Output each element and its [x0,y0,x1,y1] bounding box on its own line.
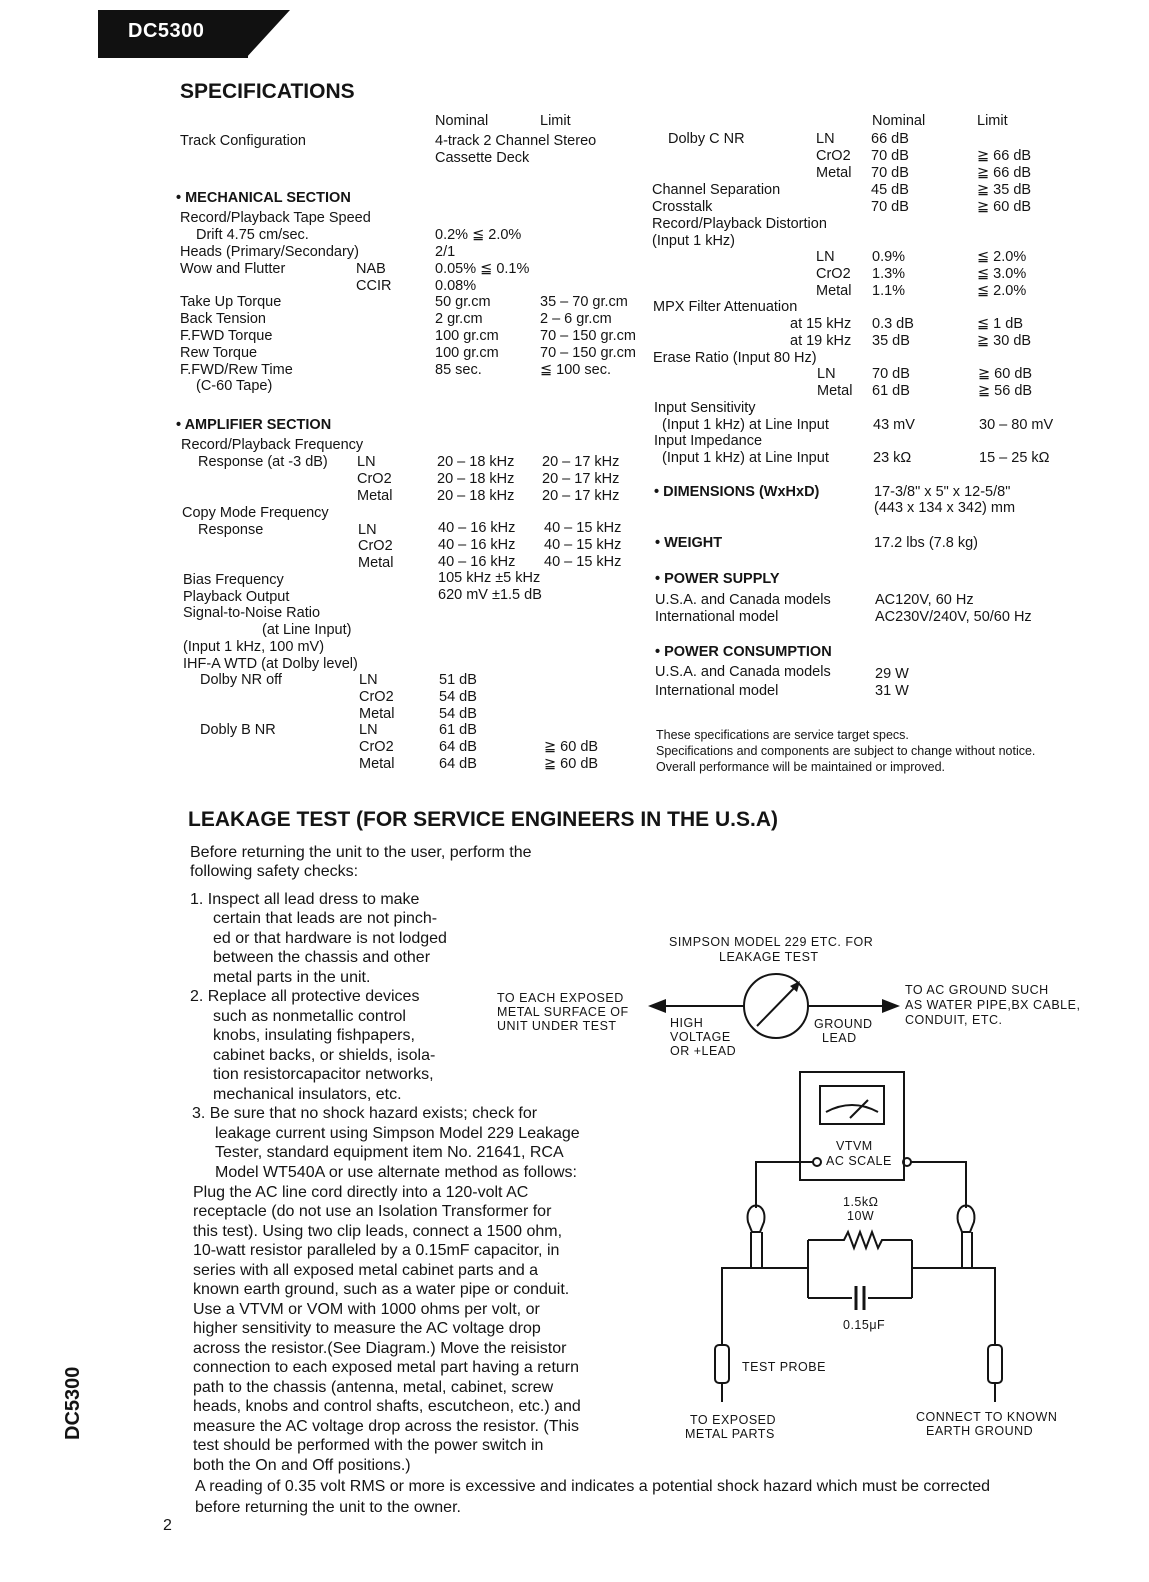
diagram-each-exposed-1: TO EACH EXPOSED [497,991,624,1005]
freq-value-ln: 20 – 18 kHz [437,454,515,470]
dist-limit-cro2: ≦ 3.0% [977,266,1027,282]
diagram-connect-earth-2: EARTH GROUND [926,1424,1034,1438]
vtvm-meter-needle [850,1100,868,1118]
diagram-to-exposed-1: TO EXPOSED [690,1413,777,1427]
back-tension-limit: 2 – 6 gr.cm [540,311,612,327]
track-config-label: Track Configuration [180,133,306,149]
col-header-nominal: Nominal [435,113,489,129]
ffwd-torque-value: 100 gr.cm [435,328,499,344]
body-line-3: this test). Using two clip leads, connect a 1500 ohm, [193,1223,563,1240]
reading-line-1: A reading of 0.35 volt RMS or more is excessive and indicates a potential shock hazard which must be corrected [195,1478,991,1495]
dolby-c-tape-metal: Metal [816,165,852,181]
diagram-connect-earth-1: CONNECT TO KNOWN [916,1410,1058,1424]
diagram-high-voltage-3: OR +LEAD [670,1044,737,1058]
vtvm-left-wire [756,1162,813,1208]
sensitivity-value: 43 mV [873,417,915,433]
item1-line-4: between the chassis and other [213,949,431,966]
earth-wire [912,1268,995,1345]
erase-metal-limit: ≧ 56 dB [978,383,1033,399]
back-tension-value: 2 gr.cm [435,311,483,327]
copy-tape-ln: LN [358,522,377,538]
body-line-13: measure the AC voltage drop across the resistor. (This [193,1418,579,1435]
copy-value-ln: 40 – 16 kHz [438,520,516,536]
body-line-12: heads, knobs and control shafts, escutcheon, etc.) and [193,1398,581,1415]
dolby-c-value-cro2: 70 dB [871,148,909,164]
item2-line-4: cabinet backs, or shields, isola- [213,1047,436,1064]
mpx-15-label: at 15 kHz [790,316,852,332]
body-line-7: Use a VTVM or VOM with 1000 ohms per volt, or [193,1301,540,1318]
rew-torque-label: Rew Torque [180,345,258,361]
probe-wire [722,1268,808,1345]
crosstalk-limit: ≧ 60 dB [977,199,1032,215]
item3-line-3: Tester, standard equipment item No. 21641, RCA [215,1144,564,1161]
erase-label: Erase Ratio (Input 80 Hz) [653,350,817,366]
nr-off-label: Dolby NR off [200,672,282,688]
dimensions-value: 17-3/8" x 5" x 12-5/8" [874,484,1011,500]
test-probe-body [715,1345,729,1383]
dolby-c-tape-cro2: CrO2 [816,148,851,164]
body-line-15: both the On and Off positions.) [193,1457,411,1474]
right-clip [958,1206,975,1233]
power-us-label: U.S.A. and Canada models [655,592,831,608]
freq-limit-cro2: 20 – 17 kHz [542,471,620,487]
diagram-high-voltage-2: VOLTAGE [670,1030,731,1044]
item2-line-2: such as nonmetallic control [213,1008,406,1025]
wow-nab-value: 0.05% ≦ 0.1% [435,261,530,277]
takeup-value: 50 gr.cm [435,294,491,310]
takeup-limit: 35 – 70 gr.cm [540,294,628,310]
power-us-value: AC120V, 60 Hz [875,592,974,608]
diagram-simpson-label: SIMPSON MODEL 229 ETC. FOR [669,935,874,949]
impedance-label: Input Impedance [654,433,763,449]
copy-tape-cro2: CrO2 [358,538,393,554]
amplifier-heading: • AMPLIFIER SECTION [176,417,332,433]
takeup-label: Take Up Torque [180,294,282,310]
impedance-limit: 15 – 25 kΩ [979,450,1050,466]
meter-needle [757,986,796,1026]
item3-line-2: leakage current using Simpson Model 229 Leakage [215,1125,580,1142]
ffwd-torque-limit: 70 – 150 gr.cm [540,328,636,344]
nr-off-value-ln: 51 dB [439,672,477,688]
power-intl-label: International model [655,609,779,625]
consumption-intl-value: 31 W [875,683,909,699]
freq-label: Record/Playback Frequency [181,437,364,453]
earth-probe-body [988,1345,1002,1383]
dolby-c-limit-cro2: ≧ 66 dB [977,148,1032,164]
body-line-14: test should be performed with the power switch in [193,1437,544,1454]
dist-limit-ln: ≦ 2.0% [977,249,1027,265]
copy-value-cro2: 40 – 16 kHz [438,537,516,553]
diagram-ac-ground-3: CONDUIT, ETC. [905,1013,1003,1027]
dist-value-ln: 0.9% [872,249,906,265]
diagram-to-exposed-2: METAL PARTS [685,1427,775,1441]
diagram-test-probe-label: TEST PROBE [742,1360,826,1374]
copy-label: Copy Mode Frequency [182,505,329,521]
resistor-symbol [808,1232,912,1248]
wow-ccir-value: 0.08% [435,278,477,294]
snr-label-2: (at Line Input) [262,622,352,638]
heads-value: 2/1 [435,244,456,260]
wow-nab: NAB [356,261,386,277]
separation-label: Channel Separation [652,182,781,198]
mpx-15-value: 0.3 dB [872,316,914,332]
ffwd-time-limit: ≦ 100 sec. [540,362,611,378]
col-header-limit: Limit [540,113,571,129]
power-consumption-heading: • POWER CONSUMPTION [655,644,832,660]
wow-ccir: CCIR [356,278,392,294]
body-line-4: 10-watt resistor paralleled by a 0.15mF capacitor, in [193,1242,560,1259]
leakage-intro-2: following safety checks: [190,863,359,880]
b-nr-label: Dobly B NR [200,722,276,738]
sensitivity-label: Input Sensitivity [654,400,756,416]
b-nr-value-ln: 61 dB [439,722,477,738]
power-supply-heading: • POWER SUPPLY [655,571,780,587]
dimensions-value-mm: (443 x 134 x 342) mm [874,500,1016,516]
rew-torque-value: 100 gr.cm [435,345,499,361]
item1-line-2: certain that leads are not pinch- [213,910,438,927]
dolby-c-label: Dolby C NR [668,131,745,147]
dist-tape-cro2: CrO2 [816,266,851,282]
spec-note-1: These specifications are service target specs. [656,728,909,742]
item2-line-1: 2. Replace all protective devices [190,988,420,1005]
body-line-1: Plug the AC line cord directly into a 120-volt AC [193,1184,529,1201]
snr-label: Signal-to-Noise Ratio [183,605,321,621]
body-line-9: across the resistor.(See Diagram.) Move the reisistor [193,1340,567,1357]
erase-ln-value: 70 dB [872,366,910,382]
erase-metal-value: 61 dB [872,383,910,399]
b-nr-limit-metal: ≧ 60 dB [544,756,599,772]
tape-metal: Metal [357,488,393,504]
dist-tape-metal: Metal [816,283,852,299]
right-col-header-limit: Limit [977,113,1008,129]
item3-line-4: Model WT540A or use alternate method as follows: [215,1164,577,1181]
dist-value-metal: 1.1% [872,283,906,299]
dimensions-heading: • DIMENSIONS (WxHxD) [654,484,820,500]
freq-limit-metal: 20 – 17 kHz [542,488,620,504]
track-config-value2: Cassette Deck [435,150,530,166]
diagram-resistor-value: 1.5kΩ [843,1195,879,1209]
consumption-us-value: 29 W [875,666,909,682]
item3-line-1: 3. Be sure that no shock hazard exists; check for [192,1105,538,1122]
b-nr-tape-ln: LN [359,722,378,738]
mpx-19-value: 35 dB [872,333,910,349]
weight-value: 17.2 lbs (7.8 kg) [874,535,978,551]
item1-line-3: ed or that hardware is not lodged [213,930,447,947]
body-line-11: path to the chassis (antenna, metal, cabinet, screw [193,1379,554,1396]
copy-limit-cro2: 40 – 15 kHz [544,537,622,553]
leakage-test-title: LEAKAGE TEST (FOR SERVICE ENGINEERS IN THE U.S.A) [188,808,779,831]
freq-limit-ln: 20 – 17 kHz [542,454,620,470]
impedance-value: 23 kΩ [873,450,912,466]
nr-off-tape-metal: Metal [359,706,395,722]
sensitivity-limit: 30 – 80 mV [979,417,1054,433]
right-arrow-head [882,999,900,1013]
item2-line-6: mechanical insulators, etc. [213,1086,402,1103]
diagram-each-exposed-3: UNIT UNDER TEST [497,1019,617,1033]
ffwd-time-value: 85 sec. [435,362,482,378]
reading-line-2: before returning the unit to the owner. [195,1499,461,1516]
diagram-ground-lead-1: GROUND [814,1017,873,1031]
mpx-19-limit: ≧ 30 dB [977,333,1032,349]
playback-label: Playback Output [183,589,290,605]
tape-speed-label-2: Drift 4.75 cm/sec. [196,227,309,243]
crosstalk-label: Crosstalk [652,199,713,215]
copy-tape-metal: Metal [358,555,394,571]
diagram-ac-scale-label: AC SCALE [826,1154,892,1168]
separation-value: 45 dB [871,182,909,198]
body-line-6: known earth ground, such as a water pipe or conduit. [193,1281,570,1298]
bias-label: Bias Frequency [183,572,284,588]
dist-value-cro2: 1.3% [872,266,906,282]
separation-limit: ≧ 35 dB [977,182,1032,198]
bias-value: 105 kHz ±5 kHz [438,570,541,586]
right-col-header-nominal: Nominal [872,113,926,129]
vtvm-scale-arc [826,1105,878,1112]
dolby-c-value-metal: 70 dB [871,165,909,181]
nr-off-tape-cro2: CrO2 [359,689,394,705]
tape-ln: LN [357,454,376,470]
diagram-capacitor-value: 0.15μF [843,1318,886,1332]
dolby-c-value-ln: 66 dB [871,131,909,147]
item2-line-5: tion resistorcapacitor networks, [213,1066,434,1083]
item2-line-3: knobs, insulating fishpapers, [213,1027,415,1044]
body-line-2: receptacle (do not use an Isolation Transformer for [193,1203,552,1220]
erase-ln-limit: ≧ 60 dB [978,366,1033,382]
mpx-19-label: at 19 kHz [790,333,852,349]
diagram-ground-lead-2: LEAD [822,1031,857,1045]
diagram-resistor-watt: 10W [847,1209,875,1223]
diagram-ac-ground-2: AS WATER PIPE,BX CABLE, [905,998,1081,1012]
impedance-label-2: (Input 1 kHz) at Line Input [662,450,829,466]
body-line-8: higher sensitivity to measure the AC voltage drop [193,1320,541,1337]
diagram-ac-ground-1: TO AC GROUND SUCH [905,983,1049,997]
dist-limit-metal: ≦ 2.0% [977,283,1027,299]
body-line-5: series with all exposed metal cabinet parts and a [193,1262,539,1279]
tape-cro2: CrO2 [357,471,392,487]
mechanical-heading: • MECHANICAL SECTION [176,190,351,206]
copy-value-metal: 40 – 16 kHz [438,554,516,570]
vtvm-left-terminal [813,1158,821,1166]
snr-label-4: IHF-A WTD (at Dolby level) [183,656,358,672]
tape-speed-label: Record/Playback Tape Speed [180,210,371,226]
playback-value: 620 mV ±1.5 dB [438,587,542,603]
item1-line-5: metal parts in the unit. [213,969,371,986]
diagram-simpson-label-2: LEAKAGE TEST [719,950,819,964]
power-intl-value: AC230V/240V, 50/60 Hz [875,609,1032,625]
distortion-label-2: (Input 1 kHz) [652,233,735,249]
copy-limit-metal: 40 – 15 kHz [544,554,622,570]
page-number: 2 [163,1517,172,1534]
crosstalk-value: 70 dB [871,199,909,215]
freq-value-cro2: 20 – 18 kHz [437,471,515,487]
dist-tape-ln: LN [816,249,835,265]
nr-off-value-cro2: 54 dB [439,689,477,705]
freq-value-metal: 20 – 18 kHz [437,488,515,504]
dolby-c-tape-ln: LN [816,131,835,147]
spec-note-3: Overall performance will be maintained or improved. [656,760,946,774]
diagram-each-exposed-2: METAL SURFACE OF [497,1005,629,1019]
erase-metal-label: Metal [817,383,853,399]
nr-off-tape-ln: LN [359,672,378,688]
weight-heading: • WEIGHT [655,535,723,551]
b-nr-tape-cro2: CrO2 [359,739,394,755]
b-nr-value-metal: 64 dB [439,756,477,772]
leakage-intro-1: Before returning the unit to the user, perform the [190,844,532,861]
sensitivity-label-2: (Input 1 kHz) at Line Input [662,417,829,433]
distortion-label: Record/Playback Distortion [652,216,827,232]
freq-label-2: Response (at -3 dB) [198,454,328,470]
dolby-c-limit-metal: ≧ 66 dB [977,165,1032,181]
b-nr-tape-metal: Metal [359,756,395,772]
back-tension-label: Back Tension [180,311,266,327]
mpx-label: MPX Filter Attenuation [653,299,798,315]
nr-off-value-metal: 54 dB [439,706,477,722]
rew-torque-limit: 70 – 150 gr.cm [540,345,636,361]
consumption-us-label: U.S.A. and Canada models [655,664,831,680]
ffwd-torque-label: F.FWD Torque [180,328,273,344]
consumption-intl-label: International model [655,683,779,699]
vtvm-right-wire [911,1162,966,1208]
side-model-label: DC5300 [62,1366,84,1440]
copy-limit-ln: 40 – 15 kHz [544,520,622,536]
wow-label: Wow and Flutter [180,261,286,277]
diagram-vtvm-label: VTVM [836,1139,873,1153]
ffwd-time-label: F.FWD/Rew Time [180,362,293,378]
mpx-15-limit: ≦ 1 dB [977,316,1024,332]
diagram-high-voltage-1: HIGH [670,1016,704,1030]
snr-label-3: (Input 1 kHz, 100 mV) [183,639,325,655]
tape-speed-value: 0.2% ≦ 2.0% [435,227,522,243]
left-arrow-head [648,999,666,1013]
model-label: DC5300 [128,20,205,42]
copy-label-2: Response [198,522,264,538]
erase-ln-label: LN [817,366,836,382]
track-config-value: 4-track 2 Channel Stereo [435,133,597,149]
heads-label: Heads (Primary/Secondary) [180,244,359,260]
left-clip [748,1206,765,1233]
b-nr-value-cro2: 64 dB [439,739,477,755]
specifications-title: SPECIFICATIONS [180,80,355,103]
spec-note-2: Specifications and components are subject to change without notice. [656,744,1036,758]
c60-label: (C-60 Tape) [196,378,273,394]
item1-line-1: 1. Inspect all lead dress to make [190,891,420,908]
b-nr-limit-cro2: ≧ 60 dB [544,739,599,755]
body-line-10: connection to each exposed metal part having a return [193,1359,580,1376]
